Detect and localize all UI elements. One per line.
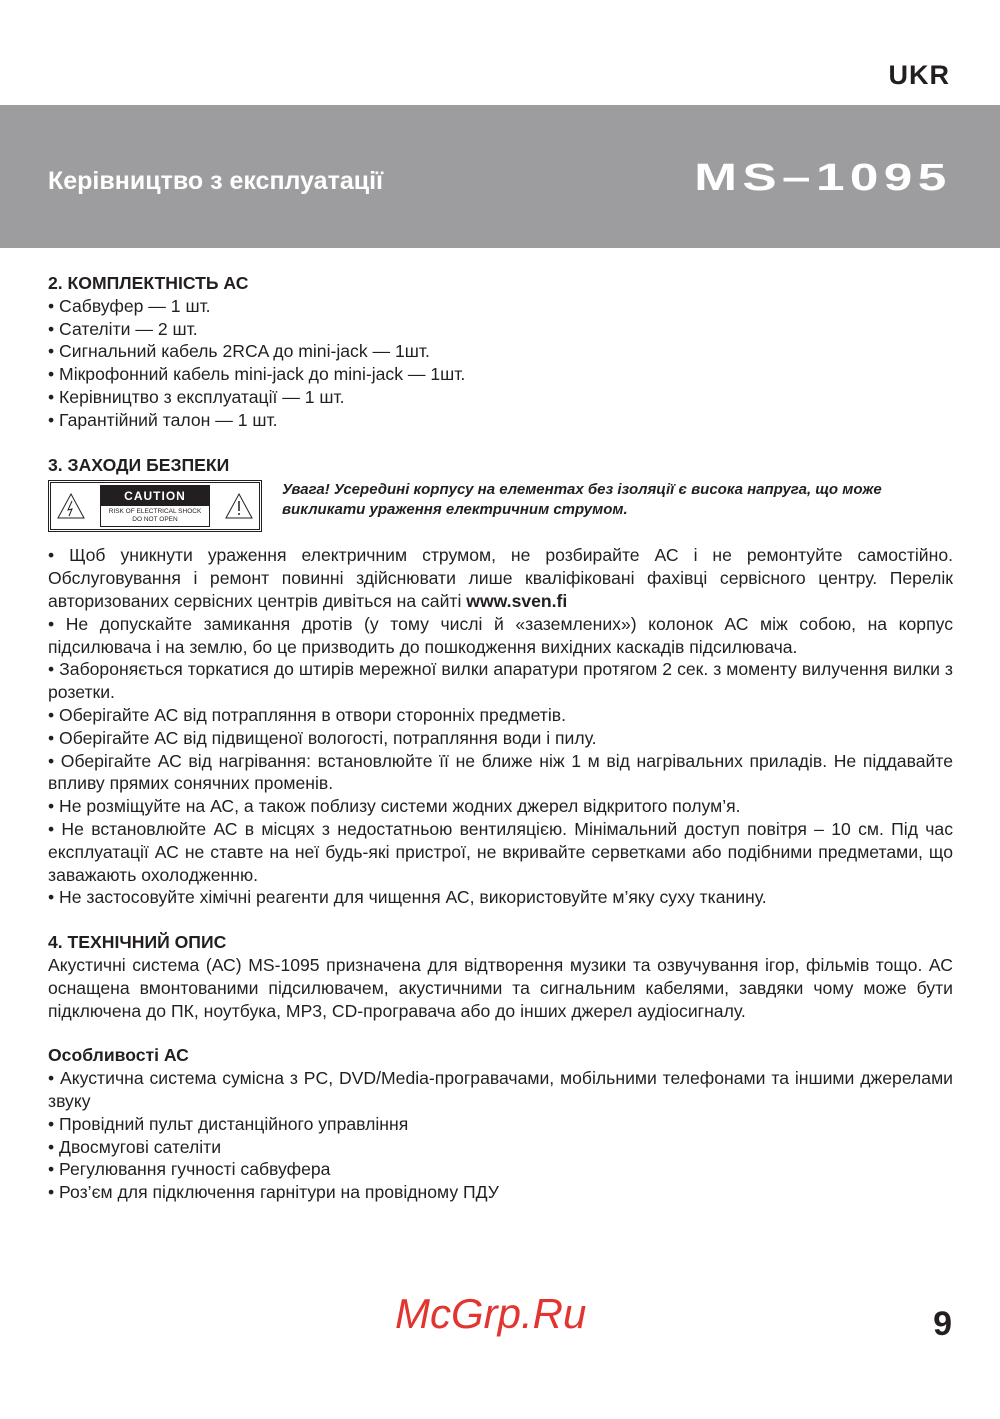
safety-item: • Не допускайте замикання дротів (у тому числі й «заземлених») колонок АС між собою, на корпус підсилювача і на землю, бо це призводить до пошкодження вихідних каскадів підсилювача. bbox=[48, 613, 953, 657]
safety-item: • Не розміщуйте на АС, а також поблизу системи жодних джерел відкритого полум’я. bbox=[48, 796, 741, 817]
description-text: Акустичні система (АС) MS-1095 призначена для відтворення музики та озвучування ігор, фільмів тощо. АС оснащена вмонтованими підсилювачем, акустичними та сигнальним кабелями, завдяки чому може бути підключена до ПК, ноутбука, MP3, CD-програвача або до інших джерел аудіосигналу. bbox=[48, 954, 953, 1021]
list-item: • Гарантійний талон — 1 шт. bbox=[48, 409, 278, 430]
feature-item: • Акустична система сумісна з PC, DVD/Media-програвачами, мобільними телефонами та іншими джерелами звуку bbox=[48, 1068, 953, 1111]
features-title: Особливості АС bbox=[48, 1045, 189, 1066]
feature-item: • Роз’єм для підключення гарнітури на провідному ПДУ bbox=[48, 1182, 499, 1203]
caution-line: DO NOT OPEN bbox=[132, 516, 178, 524]
website-link[interactable]: www.sven.fi bbox=[466, 590, 568, 611]
list-item: • Сателіти — 2 шт. bbox=[48, 318, 198, 339]
caution-title: CAUTION bbox=[101, 486, 209, 506]
caution-line: RISK OF ELECTRICAL SHOCK bbox=[108, 508, 202, 516]
section-4-title: 4. ТЕХНІЧНИЙ ОПИС bbox=[48, 932, 227, 953]
section-3-title: 3. ЗАХОДИ БЕЗПЕКИ bbox=[48, 454, 230, 475]
list-item: • Сабвуфер — 1 шт. bbox=[48, 295, 211, 316]
safety-item: • Оберігайте АС від нагрівання: встановлюйте її не ближе ніж 1 м від нагрівальних приладів. Не піддавайте впливу прямих сонячних променів. bbox=[48, 750, 953, 794]
list-item: • Керівництво з експлуатації — 1 шт. bbox=[48, 386, 345, 407]
model-name: MS–1095 bbox=[694, 157, 952, 199]
safety-item: • Не встановлюйте АС в місцях з недостатньою вентиляцією. Мінімальний доступ повітря – 10 см. Під час експлуатації АС не ставте на неї будь-які пристрої, не вкривайте серветками або подібними предметами, що заважають охолодженню. bbox=[48, 818, 953, 885]
feature-item: • Двосмугові сателіти bbox=[48, 1136, 222, 1157]
content bbox=[48, 272, 953, 1204]
list-item: • Мікрофонний кабель mini-jack до mini-jack — 1шт. bbox=[48, 364, 466, 385]
warning-text: Увага! Усередині корпусу на елементах без ізоляції є висока напруга, що може викликати ураження електричним струмом. bbox=[282, 481, 882, 519]
language-label: UKR bbox=[888, 60, 950, 90]
safety-item: • Не застосовуйте хімічні реагенти для чищення АС, використовуйте м’яку суху тканину. bbox=[48, 887, 767, 908]
exclamation-warning-icon bbox=[224, 492, 254, 520]
page-number: 9 bbox=[933, 1305, 952, 1343]
watermark: McGrp.Ru bbox=[395, 1290, 587, 1337]
section-2-title: 2. КОМПЛЕКТНІСТЬ АС bbox=[48, 273, 249, 293]
list-item: • Сигнальний кабель 2RCA до mini-jack — 1шт. bbox=[48, 341, 430, 362]
header-band bbox=[0, 105, 1000, 248]
safety-item: • Оберігайте АС від потрапляння в отвори сторонніх предметів. bbox=[48, 704, 566, 725]
document-title: Керівництво з експлуатації bbox=[48, 167, 384, 195]
safety-item: • Оберігайте АС від підвищеної вологості, потрапляння води і пилу. bbox=[48, 727, 597, 748]
feature-item: • Регулювання гучності сабвуфера bbox=[48, 1159, 331, 1180]
feature-item: • Провідний пульт дистанційного управління bbox=[48, 1113, 409, 1134]
lightning-warning-icon bbox=[56, 492, 86, 520]
safety-item: • Щоб уникнути ураження електричним струмом, не розбирайте АС і не ремонтуйте самостійно. Обслуговування і ремонт повинні здійснювати лише кваліфіковані фахівці сервісного центру. Перелік авторизованих сервісних центрів дивіться на сайті bbox=[48, 545, 953, 611]
safety-item: • Забороняється торкатися до штирів мережної вилки апаратури протягом 2 сек. з моменту вилучення вилки з розетки. bbox=[48, 659, 953, 703]
caution-label bbox=[48, 480, 262, 532]
